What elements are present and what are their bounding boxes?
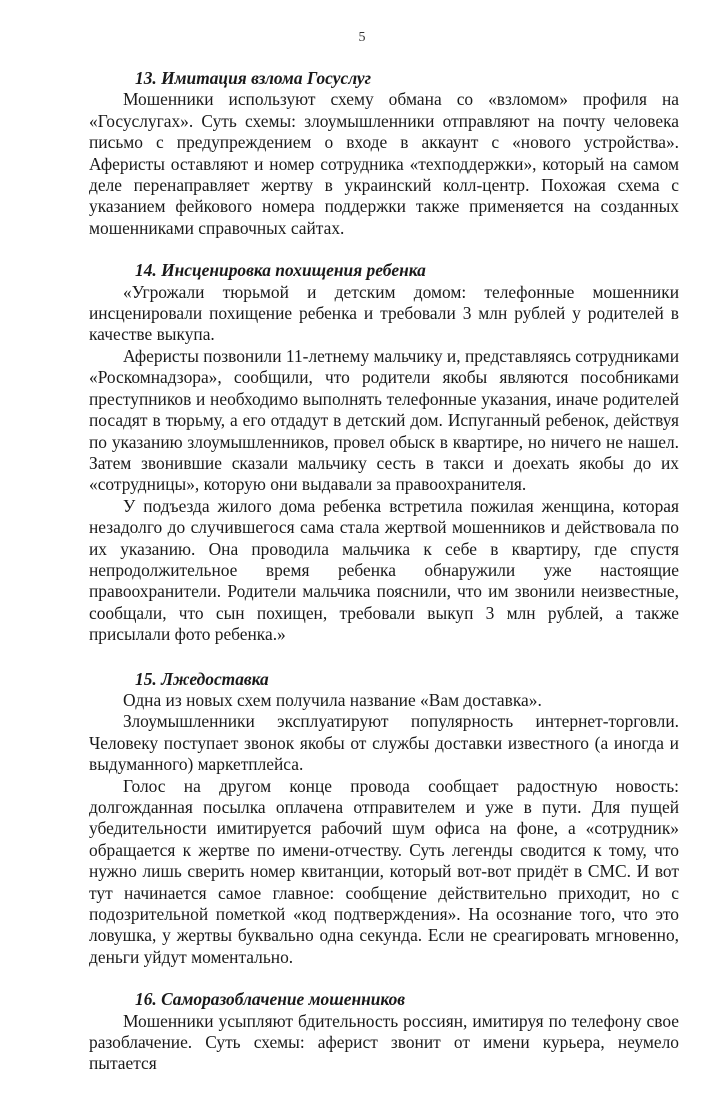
- section-15: [89, 669, 679, 969]
- section-heading: 16. Саморазоблачение мошенников: [135, 989, 406, 1010]
- paragraph: Мошенники используют схему обмана со «взломом» профиля на «Госуслугах». Суть схемы: злоумышленники отправляют на почту человека письмо с предупреждением о входе в аккаунт с «нового устройства». Аферисты оставляют и номер сотрудника «техподдержки», который на самом деле перенаправляет жертву в украинский колл-центр. Похожая схема с указанием фейкового номера поддержки также применяется на созданных мошенниками справочных сайтах.: [89, 89, 679, 238]
- section-16: [89, 989, 679, 1075]
- section-heading: 15. Лжедоставка: [135, 668, 269, 689]
- section-heading: 13. Имитация взлома Госуслуг: [135, 68, 372, 88]
- paragraph: «Угрожали тюрьмой и детским домом: телефонные мошенники инсценировали похищение ребенка и требовали 3 млн рублей у родителей в качестве выкупа.: [89, 281, 679, 345]
- page-number: 5: [358, 30, 366, 45]
- paragraph: Аферисты позвонили 11-летнему мальчику и, представляясь сотрудниками «Роскомнадзора», сообщили, что родители якобы являются пособниками преступников и необходимо выполнять телефонные указания, иначе родителей посадят в тюрьму, а его отдадут в детский дом. Испуганный ребенок, действуя по указанию злоумышленников, провел обыск в квартире, но ничего не нашел. Затем звонившие сказали мальчику сесть в такси и доехать якобы до их «сотрудницы», которую они выдавали за правоохранителя.: [89, 345, 679, 495]
- section-13: [89, 68, 679, 239]
- paragraph: У подъезда жилого дома ребенка встретила пожилая женщина, которая незадолго до случившегося сама стала жертвой мошенников и действовала по их указанию. Она проводила мальчика к себе в квартиру, где спустя непродолжительное время ребенка обнаружили уже настоящие правоохранители. Родители мальчика пояснили, что им звонили неизвестные, сообщали, что сын похищен, требовали выкуп 3 млн рублей, а также присылали фото ребенка.»: [89, 495, 679, 645]
- paragraph: Голос на другом конце провода сообщает радостную новость: долгожданная посылка оплачена отправителем и уже в пути. Для пущей убедительности имитируется рабочий шум офиса на фоне, а «сотрудник» обращается к жертве по имени-отчеству. Суть легенды сводится к тому, что нужно лишь сверить номер квитанции, который вот-вот придёт в СМС. И вот тут начинается самое главное: сообщение действительно приходит, но с подозрительной пометкой «код подтверждения». На осознание того, что это ловушка, у жертвы буквально одна секунда. Если не среагировать мгновенно, деньги уйдут моментально.: [89, 775, 679, 967]
- paragraph: Одна из новых схем получила название «Вам доставка».: [123, 689, 542, 710]
- section-heading: 14. Инсценировка похищения ребенка: [135, 260, 426, 281]
- paragraph: Злоумышленники эксплуатируют популярность интернет-торговли. Человеку поступает звонок якобы от службы доставки известного (а иногда и выдуманного) маркетплейса.: [89, 711, 679, 775]
- paragraph: Мошенники усыпляют бдительность россиян, имитируя по телефону свое разоблачение. Суть схемы: аферист звонит от имени курьера, неумело пытается: [89, 1010, 679, 1074]
- section-14: [89, 260, 679, 645]
- page-content: [89, 68, 679, 1098]
